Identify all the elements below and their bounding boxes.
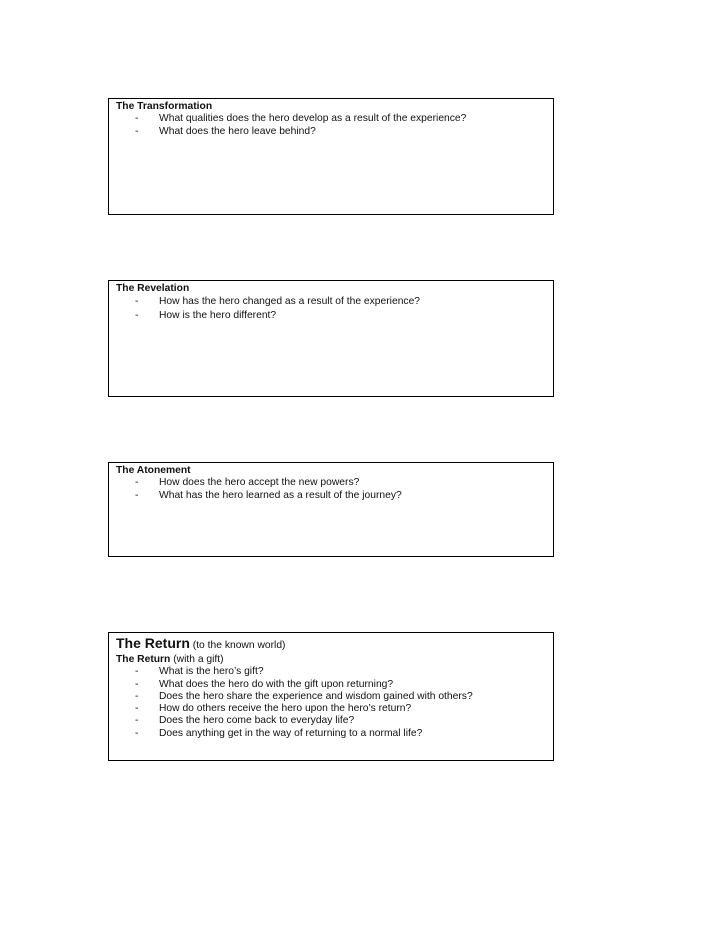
question-text: How is the hero different?: [159, 310, 277, 322]
list-item: [116, 309, 547, 323]
question-text: How does the hero accept the new powers?: [159, 477, 360, 489]
question-text: Does the hero come back to everyday life?: [159, 715, 355, 727]
section-subtitle-main: The Return: [116, 654, 171, 665]
section-atonement: [108, 462, 554, 557]
question-text: What qualities does the hero develop as a result of the experience?: [159, 113, 467, 125]
list-item: [116, 126, 547, 138]
list-item: [116, 666, 547, 678]
section-revelation: [108, 280, 554, 397]
section-title: The Atonement: [116, 465, 191, 476]
bullet-dash: -: [135, 678, 139, 690]
list-item: [116, 691, 547, 703]
section-subtitle-note: (with a gift): [173, 654, 224, 665]
question-list: [116, 477, 547, 502]
question-text: What does the hero leave behind?: [159, 125, 316, 137]
section-title: The Transformation: [116, 101, 213, 112]
section-subtitle: [116, 654, 547, 666]
section-title-main: The Return: [116, 635, 190, 651]
section-title: [116, 635, 547, 654]
list-item: [116, 113, 547, 125]
list-item: [116, 728, 547, 740]
section-title-note: (to the known world): [192, 640, 286, 651]
question-list: [116, 666, 547, 740]
question-text: What has the hero learned as a result of the journey?: [159, 489, 402, 501]
question-text: How has the hero changed as a result of the experience?: [159, 296, 421, 308]
question-text: How do others receive the hero upon the hero’s return?: [159, 703, 412, 715]
bullet-dash: -: [135, 727, 139, 739]
list-item: [116, 490, 547, 502]
question-list: [116, 113, 547, 138]
list-item: [116, 715, 547, 727]
bullet-dash: -: [135, 310, 139, 322]
list-item: [116, 679, 547, 691]
section-return: [108, 632, 554, 761]
bullet-dash: -: [135, 489, 139, 501]
bullet-dash: -: [135, 690, 139, 702]
list-item: [116, 295, 547, 309]
question-list: [116, 295, 547, 323]
list-item: [116, 703, 547, 715]
section-title: The Revelation: [116, 283, 190, 294]
question-text: What does the hero do with the gift upon returning?: [159, 678, 394, 690]
bullet-dash: -: [135, 715, 139, 727]
question-text: What is the hero’s gift?: [159, 666, 264, 678]
question-text: Does the hero share the experience and wisdom gained with others?: [159, 690, 473, 702]
bullet-dash: -: [135, 296, 139, 308]
list-item: [116, 477, 547, 489]
bullet-dash: -: [135, 703, 139, 715]
bullet-dash: -: [135, 477, 139, 489]
question-text: Does anything get in the way of returning to a normal life?: [159, 727, 423, 739]
bullet-dash: -: [135, 666, 139, 678]
section-transformation: [108, 98, 554, 215]
bullet-dash: -: [135, 113, 139, 125]
bullet-dash: -: [135, 125, 139, 137]
